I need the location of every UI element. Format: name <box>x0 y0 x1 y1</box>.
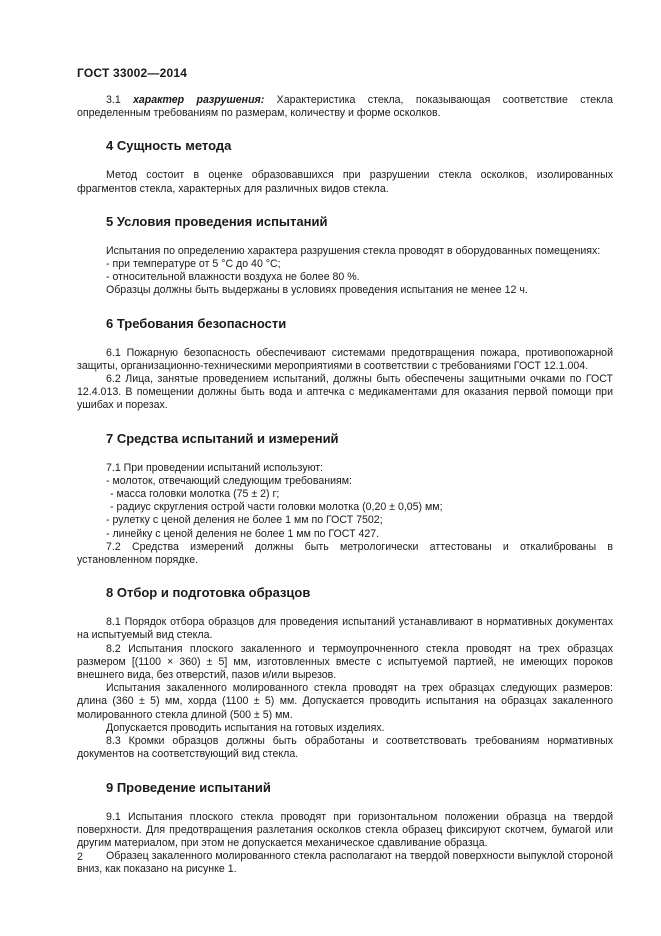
section-9-title: 9 Проведение испытаний <box>106 779 271 795</box>
section-7-sub-item: - масса головки молотка (75 ± 2) г; <box>110 488 280 501</box>
section-8-paragraph: Испытания закаленного молированного стекла проводят на трех образцах следующих размеров: длина (360 ± 5) мм, хорда (1100 ± 5) мм. Допускается проводить испытания на образцах закаленного молированного стекла длиной (500 ± 5) мм. <box>77 682 613 721</box>
section-6-title: 6 Требования безопасности <box>106 315 287 331</box>
section-5-list-item: - при температуре от 5 °C до 40 °C; <box>106 258 281 271</box>
clause-8-3: 8.3 Кромки образцов должны быть обработаны и соответствовать требованиям нормативных документов на соответствующий вид стекла. <box>77 735 613 761</box>
clause-7-2: 7.2 Средства измерений должны быть метрологически аттестованы и откалиброваны в установленном порядке. <box>77 540 613 567</box>
document-body <box>77 94 613 877</box>
section-7-list-item: - линейку с ценой деления не более 1 мм по ГОСТ 427. <box>106 527 380 540</box>
section-8-paragraph: Допускается проводить испытания на готовых изделиях. <box>106 721 385 734</box>
section-7-sub-item: - радиус скругления острой части головки молотка (0,20 ± 0,05) мм; <box>110 501 443 514</box>
section-5-title: 5 Условия проведения испытаний <box>106 213 328 229</box>
section-5-paragraph: Испытания по определению характера разрушения стекла проводят в оборудованных помещениях: <box>106 244 601 257</box>
section-4-paragraph: Метод состоит в оценке образовавшихся при разрушении стекла осколков, изолированных фрагментов стекла, характерных для различных видов стекла. <box>77 169 613 195</box>
section-8-title: 8 Отбор и подготовка образцов <box>106 585 311 601</box>
clause-number: 3.1 <box>106 94 121 106</box>
section-4-title: 4 Сущность метода <box>106 138 232 154</box>
section-9-paragraph: Образец закаленного молированного стекла располагают на твердой поверхности выпуклой стороной вниз, как показано на рисунке 1. <box>77 850 613 876</box>
term-name: характер разрушения: <box>133 94 265 106</box>
clause-7-1: 7.1 При проведении испытаний используют: <box>106 461 324 474</box>
document-code-header: ГОСТ 33002—2014 <box>77 66 188 80</box>
section-7-title: 7 Средства испытаний и измерений <box>106 430 339 446</box>
clause-8-2: 8.2 Испытания плоского закаленного и термоупрочненного стекла проводят на трех образцах размером [(1100 × 360) ± 5] мм, изготовленных вместе с испытуемой партией, не имеющих пороков внешнего вида, без отверстий, пазов и/или вырезов. <box>77 642 613 682</box>
clause-9-1: 9.1 Испытания плоского стекла проводят при горизонтальном положении образца на твердой поверхности. Для предотвращения разлетания осколков стекла образец фиксируют скотчем, бумагой или другим материалом, при этом не допускается механическое сдавливание образца. <box>77 810 613 849</box>
clause-6-2: 6.2 Лица, занятые проведением испытаний, должны быть обеспечены защитными очками по ГОСТ 12.4.013. В помещении должны быть вода и аптечка с медикаментами для оказания первой помощи при ушибах и порезах. <box>77 373 613 412</box>
section-7-list-item: - молоток, отвечающий следующим требованиям: <box>106 474 352 487</box>
clause-6-1: 6.1 Пожарную безопасность обеспечивают системами предотвращения пожара, противопожарной защиты, организационно-техническими мероприятиями в соответствии с требованиями ГОСТ 12.1.004. <box>77 346 613 372</box>
clause-3-1 <box>77 94 613 120</box>
section-5-paragraph: Образцы должны быть выдержаны в условиях проведения испытания не менее 12 ч. <box>106 284 528 297</box>
section-5-list-item: - относительной влажности воздуха не более 80 %. <box>106 271 360 284</box>
page-number: 2 <box>77 851 83 863</box>
section-7-list-item: - рулетку с ценой деления не более 1 мм по ГОСТ 7502; <box>106 514 383 527</box>
clause-8-1: 8.1 Порядок отбора образцов для проведения испытаний устанавливают в нормативных документах на испытуемый вид стекла. <box>77 616 613 642</box>
term-definition: Характеристика стекла, показывающая соответствие стекла определенным требованиям по размерам, количеству и форме осколков. <box>77 94 613 120</box>
